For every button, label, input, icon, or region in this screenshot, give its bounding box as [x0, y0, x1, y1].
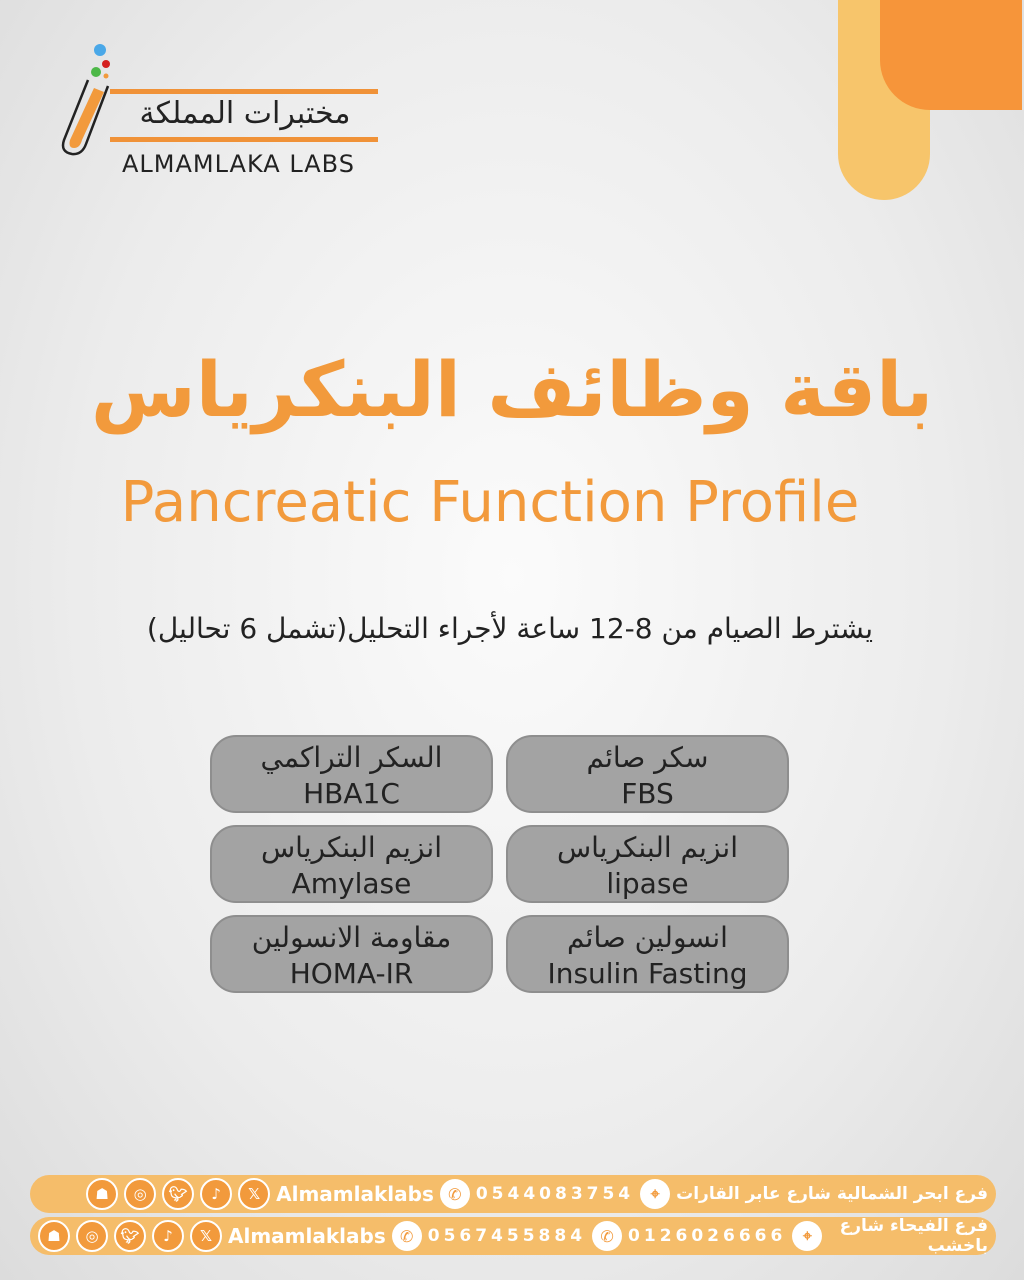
snapchat-icon[interactable]: ☗ [86, 1178, 118, 1210]
whatsapp-number[interactable]: 0544083754 [475, 1184, 635, 1204]
phone-number[interactable]: 0126026666 [628, 1226, 787, 1246]
test-tube-icon [50, 40, 120, 160]
test-pill-amylase: انزيم البنكرياس Amylase [210, 825, 493, 903]
tiktok-icon[interactable]: ♪ [200, 1178, 232, 1210]
location-pin-icon: ⌖ [792, 1221, 822, 1251]
page-title-english: Pancreatic Function Profile [120, 470, 860, 535]
phone-icon: ✆ [592, 1221, 622, 1251]
test-pill-insulin: انسولين صائم Insulin Fasting [506, 915, 789, 993]
location-pin-icon: ⌖ [640, 1179, 670, 1209]
branch-address: فرع الفيحاء شارع باخشب [839, 1216, 988, 1256]
x-icon[interactable]: 𝕏 [190, 1220, 222, 1252]
test-pill-homa: مقاومة الانسولين HOMA-IR [210, 915, 493, 993]
test-pill-fbs: سكر صائم FBS [506, 735, 789, 813]
whatsapp-number[interactable]: 0567455884 [427, 1226, 587, 1246]
x-icon[interactable]: 𝕏 [238, 1178, 270, 1210]
footer-branch-1 [30, 1175, 996, 1213]
social-handle[interactable]: Almamlaklabs [276, 1182, 434, 1206]
snapchat-icon[interactable]: ☗ [38, 1220, 70, 1252]
fasting-note: يشترط الصيام من 8-12 ساعة لأجراء التحليل(تشمل 6 تحاليل) [146, 612, 874, 645]
decor-shape-orange [880, 0, 1022, 110]
test-pill-hba1c: السكر التراكمي HBA1C [210, 735, 493, 813]
twitter-icon[interactable]: 🐦︎ [162, 1178, 194, 1210]
footer-branch-2 [30, 1217, 996, 1255]
logo-arabic: مختبرات المملكة [139, 96, 351, 131]
instagram-icon[interactable]: ◎ [76, 1220, 108, 1252]
social-handle[interactable]: Almamlaklabs [228, 1224, 386, 1248]
twitter-icon[interactable]: 🐦︎ [114, 1220, 146, 1252]
branch-address: فرع ابحر الشمالية شارع عابر القارات [676, 1184, 988, 1204]
whatsapp-icon: ✆ [392, 1221, 422, 1251]
whatsapp-icon: ✆ [440, 1179, 470, 1209]
test-pill-lipase: انزيم البنكرياس lipase [506, 825, 789, 903]
instagram-icon[interactable]: ◎ [124, 1178, 156, 1210]
logo-english: ALMAMLAKA LABS [122, 150, 355, 178]
tiktok-icon[interactable]: ♪ [152, 1220, 184, 1252]
page-title-arabic: باقة وظائف البنكرياس [90, 345, 934, 434]
